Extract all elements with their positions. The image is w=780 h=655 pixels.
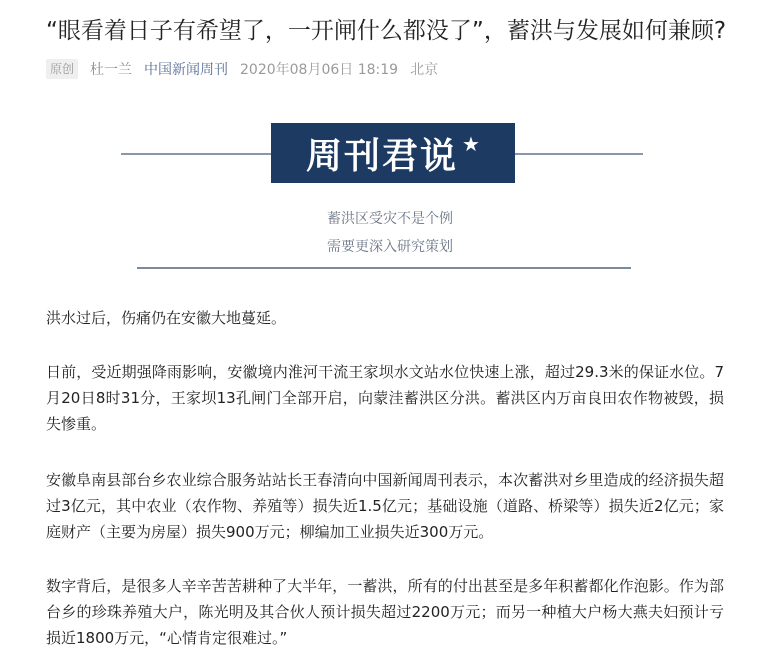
- paragraph: 洪水过后，伤痛仍在安徽大地蔓延。: [46, 309, 287, 327]
- banner-logo: [271, 123, 515, 183]
- account-link[interactable]: 中国新闻周刊: [144, 62, 229, 78]
- paragraph: 数字背后，是很多人辛辛苦苦耕种了大半年，一蓄洪，所有的付出甚至是多年积蓄都化作泡影。作为部台乡的珍珠养殖大户，陈光明及其合伙人预计损失超过2200万元；而另一种植大户杨大燕夫妇预计亏损近1800万元，“心情肯定很难过。”: [46, 577, 724, 647]
- banner-right-rule: [515, 153, 643, 155]
- article-meta: [46, 58, 438, 80]
- publish-location: 北京: [410, 62, 439, 78]
- subtitle-line-1: 蓄洪区受灾不是个例: [327, 211, 453, 227]
- publish-datetime: 2020年08月06日 18:19: [240, 62, 399, 78]
- subtitle-divider: [137, 267, 631, 269]
- original-badge: 原创: [46, 59, 78, 79]
- paragraph: 安徽阜南县部台乡农业综合服务站站长王春清向中国新闻周刊表示，本次蓄洪对乡里造成的经济损失超过3亿元，其中农业（农作物、养殖等）损失近1.5亿元；基础设施（道路、桥梁等）损失近2亿元；家庭财产（主要为房屋）损失900万元；柳编加工业损失近300万元。: [46, 471, 724, 541]
- star-icon: ★: [462, 132, 480, 156]
- banner-text: 周刊君说: [306, 135, 459, 177]
- paragraph: 日前，受近期强降雨影响，安徽境内淮河干流王家坝水文站水位快速上涨，超过29.3米的保证水位。7月20日8时31分，王家坝13孔闸门全部开启，向蒙洼蓄洪区分洪。蓄洪区内万亩良田农作物被毁，损失惨重。: [46, 363, 724, 433]
- article-title: “眼看着日子有希望了，一开闸什么都没了”，蓄洪与发展如何兼顾?: [46, 18, 727, 44]
- banner-left-rule: [121, 153, 271, 155]
- subtitle-line-2: 需要更深入研究策划: [327, 239, 453, 255]
- author-name: 杜一兰: [90, 62, 133, 78]
